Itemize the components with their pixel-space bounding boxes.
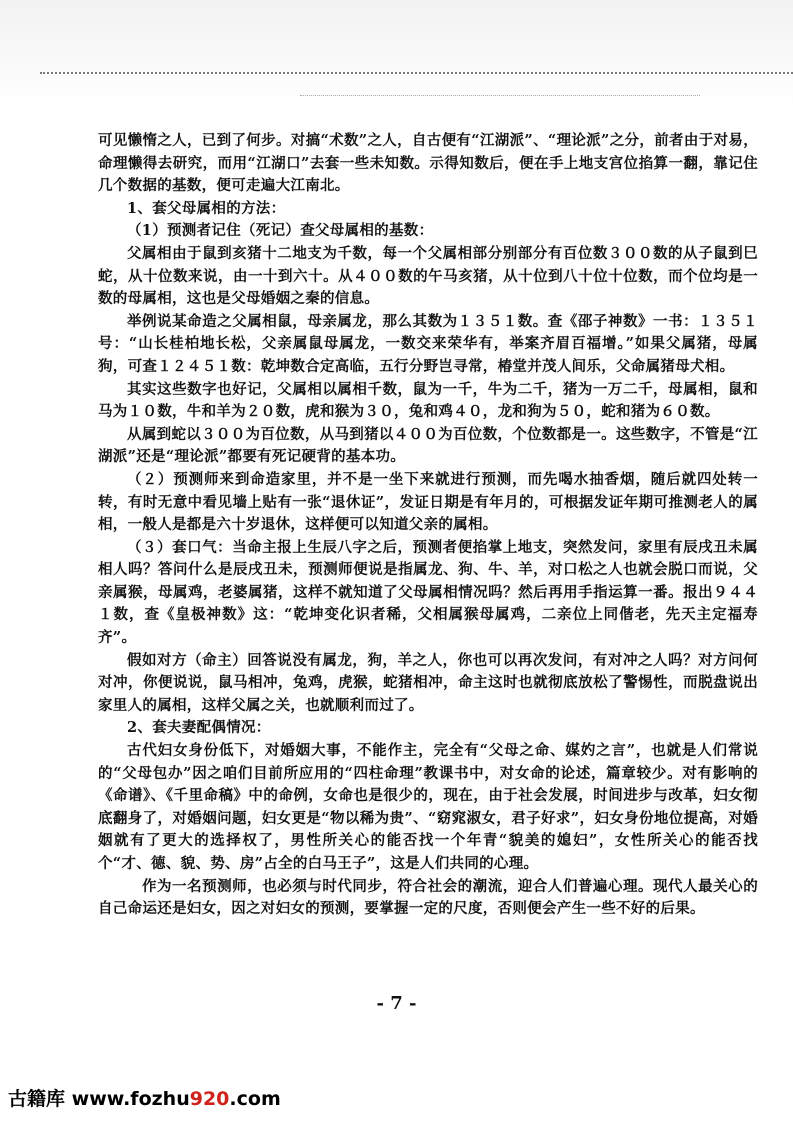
scan-edge [0,0,793,110]
document-body [98,130,758,921]
paragraph: 古代妇女身份低下，对婚姻大事，不能作主，完全有“父母之命、媒妁之言”，也就是人们常说的“父母包办”因之咱们目前所应用的“四柱命理”教课书中，对女命的论述，篇章较少。对有影响的《命谱》、《千里命稿》中的命例，女命也是很少的，现在，由于社会发展，时间进步与改革，妇女彻底翻身了，对婚姻问题，妇女更是“物以稀为贵”、“窈窕淑女，君子好求”，妇女身份地位提高，对婚姻就有了更大的选择权了，男性所关心的能否找一个年青“貌美的媳妇”，女性所关心的能否找个“才、德、貌、势、房”占全的白马王子”，这是人们共同的心理。 [98,742,758,872]
site-url[interactable] [72,1088,281,1110]
url-number: 920 [189,1088,230,1110]
section-heading: 2、套夫妻配偶情况： [127,719,271,737]
url-suffix: .com [229,1088,281,1110]
page-number: - 7 - [376,993,417,1014]
paragraph: 其实这些数字也好记，父属相以属相千数，鼠为一千，牛为二千，猪为一万二千，母属相，鼠和马为１０数，牛和羊为２０数，虎和猴为３０，兔和鸡４０，龙和狗为５０，蛇和猪为６０数。 [98,380,758,421]
scan-noise [300,95,700,106]
paragraph: 假如对方（命主）回答说没有属龙，狗，羊之人，你也可以再次发问，有对冲之人吗？对方问何对冲，你便说说，鼠马相冲，兔鸡，虎猴，蛇猪相冲，命主这时也就彻底放松了警惕性，而脱盘说出家里人的属相，这样父属之关，也就顺利而过了。 [98,651,758,714]
paragraph: 可见懒惰之人，已到了何步。对搞“术数”之人，自古便有“江湖派”、“理论派”之分，前者由于对易，命理懒得去研究，而用“江湖口”去套一些未知数。示得知数后，便在手上地支宫位掐算一翻，靠记住几个数据的基数，便可走遍大江南北。 [98,132,758,195]
paragraph: 从属到蛇以３００为百位数，从马到猪以４００为百位数，个位数都是一。这些数字，不管是“江湖派”还是“理论派”都要有死记硬背的基本功。 [98,425,758,466]
paragraph: （３）套口气：当命主报上生辰八字之后，预测者便掐掌上地支，突然发问，家里有辰戌丑未属相人吗？答问什么是辰戌丑未，预测师便说是指属龙、狗、牛、羊，对口松之人也就会脱口而说，父亲属猴，母属鸡，老婆属猪，这样不就知道了父母属相情况吗？然后再用手指运算一番。报出９４４１数，查《皇极神数》这：“乾坤变化识者稀，父相属猴母属鸡，二亲位上同偕老，先天主定福寿齐”。 [98,538,758,647]
site-footer [8,1084,281,1111]
paragraph: 父属相由于鼠到亥猪十二地支为千数，每一个父属相部分别部分有百位数３００数的从子鼠到巳蛇，从十位数来说，由一十到六十。从４００数的午马亥猪，从十位到八十位十位数，而个位均是一数的母属相，这也是父母婚姻之秦的信息。 [98,244,758,308]
paragraph: 作为一名预测师，也必须与时代同步，符合社会的潮流，迎合人们普遍心理。现代人最关心的自己命运还是妇女，因之对妇女的预测，要掌握一定的尺度，否则便会产生一些不好的后果。 [98,877,758,918]
site-name: 古籍库 [8,1088,66,1110]
subsection-heading: （1）预测者记住（死记）查父母属相的基数： [127,222,434,240]
scan-border-line [40,72,793,76]
section-heading: 1、套父母属相的方法： [127,199,286,217]
url-prefix: www.fozhu [71,1088,190,1110]
paragraph: （２）预测师来到命造家里，并不是一坐下来就进行预测，而先喝水抽香烟，随后就四处转一转，有时无意中看见墙上贴有一张“退休证”，发证日期是有年月的，可根据发证年期可推测老人的属相，一般人是都是六十岁退休，这样便可以知道父亲的属相。 [98,470,758,534]
paragraph: 举例说某命造之父属相鼠，母亲属龙，那么其数为１３５１数。查《邵子神数》一书：１３５１号：“山长桂柏地长松，父亲属鼠母属龙，一数交来荣华有，举案齐眉百福增。”如果父属猪，母属狗，可查１２４５１数：乾坤数合定高临，五行分野岂寻常，椿堂并茂人间乐，父命属猪母犬相。 [98,312,758,375]
